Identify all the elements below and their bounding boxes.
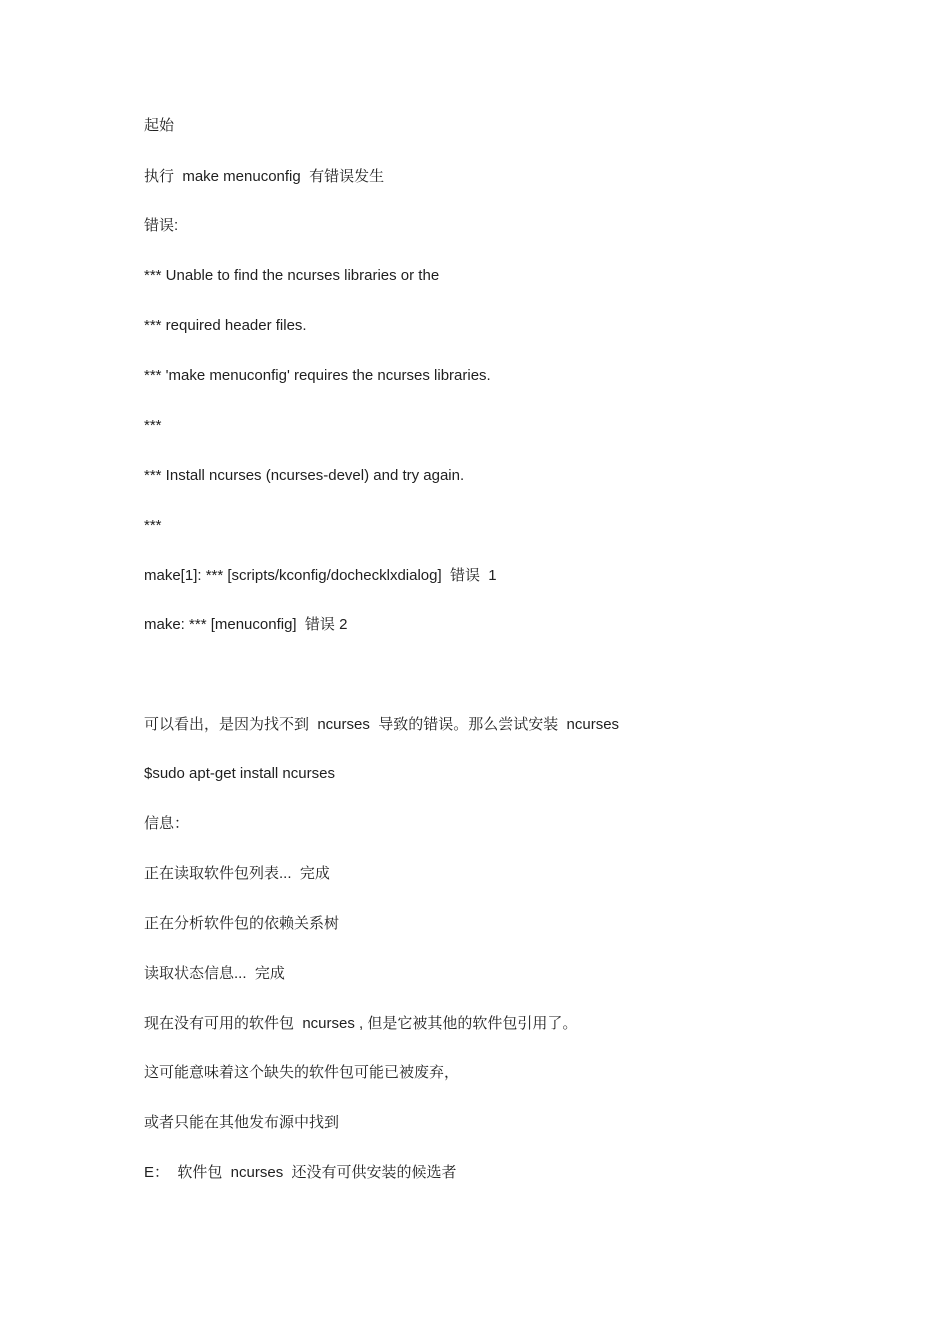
text-line-run-command: 执行 make menuconfig 有错误发生 [144,168,385,185]
text-line-final-error: E： 软件包 ncurses 还没有可供安装的候选者 [144,1164,457,1181]
text-line-info-2: 正在分析软件包的依赖关系树 [144,915,340,932]
text-line-info-3: 读取状态信息... 完成 [144,965,285,982]
text-line-start: 起始 [144,117,175,134]
text-line-info-5: 这可能意味着这个缺失的软件包可能已被废弃， [144,1064,460,1081]
text-line-make-error-1: make[1]: *** [scripts/kconfig/dochecklxdialog] 错误 1 [144,567,497,584]
text-line-make-error-2: make: *** [menuconfig] 错误 2 [144,616,348,633]
text-line-info-4: 现在没有可用的软件包 ncurses , 但是它被其他的软件包引用了。 [144,1015,578,1032]
text-line-error-2: *** required header files. [144,317,307,334]
text-line-analysis: 可以看出，是因为找不到 ncurses 导致的错误。那么尝试安装 ncurses [144,716,620,733]
text-line-install-command: $sudo apt-get install ncurses [144,765,335,782]
text-line-error-5: *** Install ncurses (ncurses-devel) and try again. [144,467,465,484]
text-line-info-1: 正在读取软件包列表... 完成 [144,865,330,882]
text-line-info-label: 信息： [144,815,190,832]
text-line-error-3: *** 'make menuconfig' requires the ncurses libraries. [144,367,491,384]
text-line-error-label: 错误: [144,217,179,234]
text-line-error-1: *** Unable to find the ncurses libraries or the [144,267,440,284]
text-line-error-4: *** [144,417,162,434]
text-line-error-6: *** [144,517,162,534]
text-line-info-6: 或者只能在其他发布源中找到 [144,1114,340,1131]
